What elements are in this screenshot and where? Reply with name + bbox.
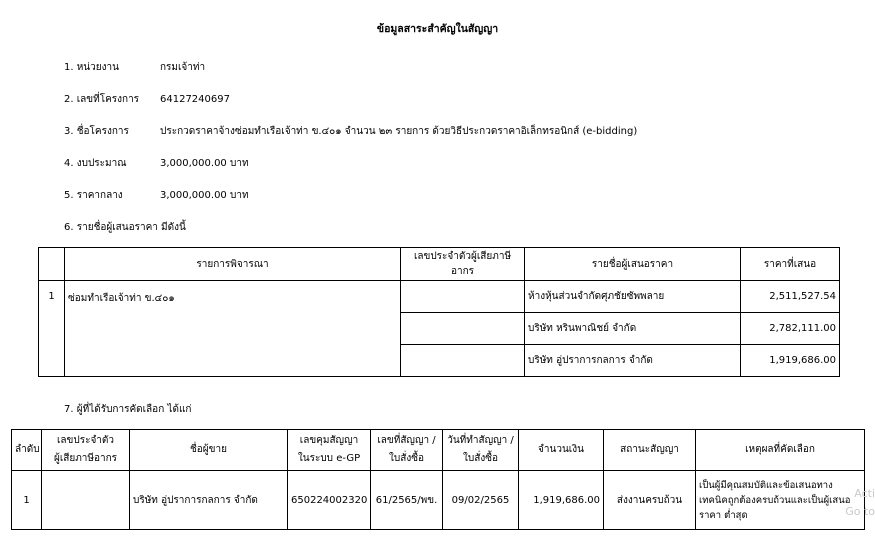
field-agency — [64, 60, 205, 75]
field-label: 4. งบประมาณ — [64, 158, 127, 169]
header-line: ใบสั่งซื้อ — [388, 453, 424, 464]
table-header-row — [12, 430, 865, 471]
document-title: ข้อมูลสาระสำคัญในสัญญา — [376, 23, 499, 35]
table-row — [39, 281, 840, 313]
winner-table — [11, 429, 865, 530]
seller-name: บริษัท อู่ปราการกลการ จำกัด — [130, 471, 288, 530]
egp-number: 650224002320 — [288, 471, 371, 530]
header-cell: สถานะสัญญา — [604, 430, 696, 471]
field-label: 1. หน่วยงาน — [64, 62, 119, 73]
contract-amount: 1,919,686.00 — [519, 471, 604, 530]
field-value: 64127240697 — [160, 94, 230, 105]
header-line: ในระบบ e-GP — [297, 453, 361, 464]
field-label: 3. ชื่อโครงการ — [64, 126, 129, 137]
section-6-title: 6. รายชื่อผู้เสนอราคา มีดังนี้ — [64, 222, 186, 233]
bidder-name: ห้างหุ้นส่วนจำกัดศุภชัยซัพพลาย — [525, 281, 741, 313]
header-cell — [39, 248, 65, 281]
bidder-name: บริษัท หรินพาณิชย์ จำกัด — [525, 313, 741, 345]
bidder-name: บริษัท อู่ปราการกลการ จำกัด — [525, 345, 741, 377]
table-row — [12, 471, 865, 530]
header-line: ผู้เสียภาษีอากร — [53, 453, 118, 464]
tax-id-cell — [401, 345, 525, 377]
item-number: 1 — [39, 281, 65, 377]
header-cell — [371, 430, 443, 471]
header-cell: รายชื่อผู้เสนอราคา — [525, 248, 741, 281]
tax-id-cell — [401, 281, 525, 313]
activation-watermark — [845, 485, 875, 521]
header-cell: เลขประจำตัวผู้เสียภาษีอากร — [401, 248, 525, 281]
field-median-price — [64, 188, 249, 203]
header-line: เลขคุมสัญญา — [299, 435, 359, 446]
field-value: ประกวดราคาจ้างซ่อมทำเรือเจ้าท่า ข.๔๐๑ จำนวน ๒๓ รายการ ด้วยวิธีประกวดราคาอิเล็กทรอนิกส์ (e-bidding) — [160, 126, 638, 137]
header-line: ใบสั่งซื้อ — [462, 453, 498, 464]
field-value: 3,000,000.00 บาท — [160, 158, 249, 169]
header-line: วันที่ทำสัญญา / — [447, 435, 514, 446]
contract-date: 09/02/2565 — [443, 471, 519, 530]
header-cell: รายการพิจารณา — [65, 248, 401, 281]
bid-price: 2,511,527.54 — [741, 281, 840, 313]
item-name: ซ่อมทำเรือเจ้าท่า ข.๔๐๑ — [65, 281, 401, 377]
table-header-row — [39, 248, 840, 281]
watermark-line: Acti — [854, 487, 875, 500]
header-cell — [288, 430, 371, 471]
tax-id-cell — [401, 313, 525, 345]
field-project-number — [64, 92, 230, 107]
header-cell: ลำดับ — [12, 430, 42, 471]
contract-status: ส่งงานครบถ้วน — [604, 471, 696, 530]
header-cell — [42, 430, 130, 471]
section-7-title: 7. ผู้ที่ได้รับการคัดเลือก ได้แก่ — [64, 404, 192, 415]
header-cell — [443, 430, 519, 471]
header-line: เลขที่สัญญา / — [377, 435, 436, 446]
watermark-line: Go to — [845, 505, 875, 518]
bidders-table — [38, 247, 840, 377]
field-label: 5. ราคากลาง — [64, 190, 123, 201]
tax-id-cell — [42, 471, 130, 530]
row-number: 1 — [12, 471, 42, 530]
field-value: 3,000,000.00 บาท — [160, 190, 249, 201]
header-cell: จำนวนเงิน — [519, 430, 604, 471]
contract-number: 61/2565/พข. — [371, 471, 443, 530]
header-cell: ชื่อผู้ขาย — [130, 430, 288, 471]
field-label: 2. เลขที่โครงการ — [64, 94, 140, 105]
header-line: เลขประจำตัว — [56, 435, 115, 446]
header-cell: ราคาที่เสนอ — [741, 248, 840, 281]
header-cell: เหตุผลที่คัดเลือก — [696, 430, 865, 471]
field-value: กรมเจ้าท่า — [160, 62, 206, 73]
field-project-name — [64, 124, 637, 139]
field-budget — [64, 156, 249, 171]
bid-price: 2,782,111.00 — [741, 313, 840, 345]
bid-price: 1,919,686.00 — [741, 345, 840, 377]
selection-reason: เป็นผู้มีคุณสมบัติและข้อเสนอทางเทคนิคถูกต้องครบถ้วนและเป็นผู้เสนอราคา ต่ำสุด — [696, 471, 865, 530]
